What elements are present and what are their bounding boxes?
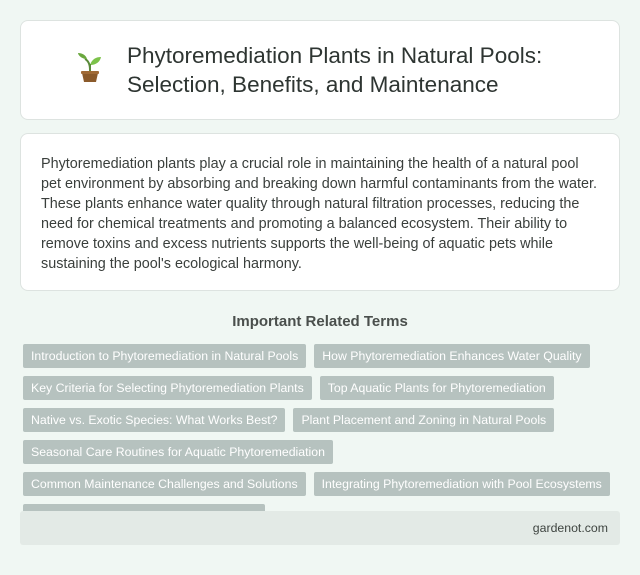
related-term-tag[interactable]: Integrating Phytoremediation with Pool Ecosystems <box>314 472 610 496</box>
related-term-tag[interactable]: Top Aquatic Plants for Phytoremediation <box>320 376 554 400</box>
related-term-tag[interactable]: Common Maintenance Challenges and Solutions <box>23 472 306 496</box>
page-title: Phytoremediation Plants in Natural Pools: Selection, Benefits, and Maintenance <box>127 43 543 97</box>
related-term-tag[interactable]: Key Criteria for Selecting Phytoremediation Plants <box>23 376 312 400</box>
sprout-icon <box>77 53 103 83</box>
related-term-tag[interactable]: Seasonal Care Routines for Aquatic Phytoremediation <box>23 440 333 464</box>
related-terms-heading: Important Related Terms <box>232 313 408 330</box>
related-term-tag[interactable]: How Phytoremediation Enhances Water Quality <box>314 344 589 368</box>
footer-site-link[interactable]: gardenot.com <box>532 521 608 535</box>
intro-card <box>20 133 620 291</box>
intro-paragraph: Phytoremediation plants play a crucial role in maintaining the health of a natural pool pet environment by absorbing and breaking down harmful contaminants from the water. These plants enhance water quality through natural filtration processes, reducing the need for chemical treatments and promoting a balanced ecosystem. Their ability to remove toxins and excess nutrients supports the well-being of aquatic pets while sustaining the pool's ecological harmony. <box>41 156 597 272</box>
header-card <box>20 20 620 120</box>
footer <box>20 511 620 545</box>
related-terms-list <box>20 344 620 536</box>
related-term-tag[interactable]: Introduction to Phytoremediation in Natural Pools <box>23 344 306 368</box>
related-term-tag[interactable]: Native vs. Exotic Species: What Works Best? <box>23 408 285 432</box>
related-term-tag[interactable]: Plant Placement and Zoning in Natural Pools <box>293 408 554 432</box>
